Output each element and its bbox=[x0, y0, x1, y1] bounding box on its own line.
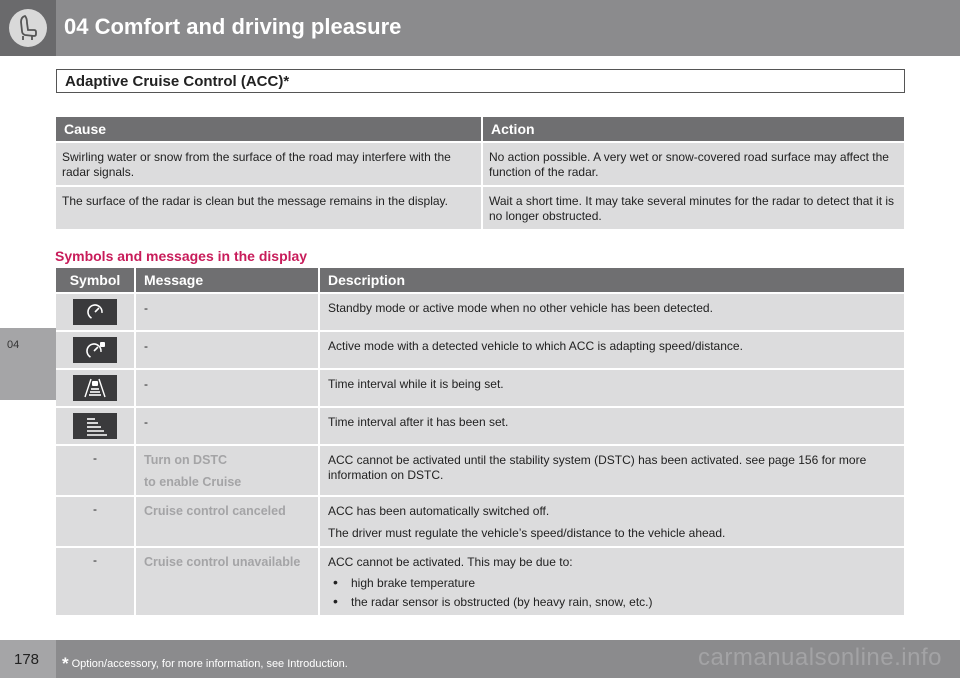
message-cell bbox=[136, 446, 318, 495]
action-cell: Wait a short time. It may take several minutes for the radar to detect that it is no longer obstructed. bbox=[483, 187, 904, 229]
description-cell: Standby mode or active mode when no other vehicle has been detected. bbox=[320, 294, 904, 330]
description-cell bbox=[320, 548, 904, 615]
symbols-messages-table bbox=[54, 266, 906, 617]
footnote-text: Option/accessory, for more information, see Introduction. bbox=[71, 658, 348, 670]
description-cell: Time interval after it has been set. bbox=[320, 408, 904, 444]
description-line2: The driver must regulate the vehicle’s speed/distance to the vehicle ahead. bbox=[328, 526, 726, 540]
watermark: carmanualsonline.info bbox=[698, 644, 942, 671]
message-cell: - bbox=[136, 332, 318, 368]
page-footer bbox=[0, 640, 960, 678]
symbol-cell: - bbox=[56, 446, 134, 495]
column-header-cause: Cause bbox=[56, 117, 481, 141]
symbol-cell bbox=[56, 408, 134, 444]
symbol-cell: - bbox=[56, 497, 134, 546]
column-header-symbol: Symbol bbox=[56, 268, 134, 292]
description-cell bbox=[320, 497, 904, 546]
display-message-line2: to enable Cruise bbox=[144, 475, 242, 489]
display-message-line1: Turn on DSTC bbox=[144, 453, 228, 467]
car-seat-icon bbox=[9, 9, 47, 47]
column-header-action: Action bbox=[483, 117, 904, 141]
table-row bbox=[56, 446, 904, 495]
description-text: ACC cannot be activated. This may be due to: bbox=[328, 555, 573, 569]
column-header-message: Message bbox=[136, 268, 318, 292]
message-cell: - bbox=[136, 294, 318, 330]
symbol-cell: - bbox=[56, 548, 134, 615]
symbols-heading: Symbols and messages in the display bbox=[55, 248, 308, 264]
side-bar bbox=[0, 56, 56, 640]
description-cell: ACC cannot be activated until the stability system (DSTC) has been activated. see page 156 for more information on DSTC. bbox=[320, 446, 904, 495]
chapter-title: 04 Comfort and driving pleasure bbox=[64, 14, 402, 39]
page-number-box bbox=[0, 640, 56, 678]
description-line1: ACC has been automatically switched off. bbox=[328, 504, 550, 518]
footnote-star: * bbox=[62, 654, 69, 673]
table-row bbox=[56, 187, 904, 229]
action-cell: No action possible. A very wet or snow-covered road surface may affect the function of the radar. bbox=[483, 143, 904, 185]
symbol-cell bbox=[56, 294, 134, 330]
table-row bbox=[56, 497, 904, 546]
table-header-row bbox=[56, 268, 904, 292]
symbol-cell bbox=[56, 370, 134, 406]
table-header-row bbox=[56, 117, 904, 141]
description-cell: Time interval while it is being set. bbox=[320, 370, 904, 406]
bullet-list bbox=[328, 576, 898, 610]
symbol-cell bbox=[56, 332, 134, 368]
list-item: • the radar sensor is obstructed (by heavy rain, snow, etc.) bbox=[328, 595, 898, 610]
chapter-tab bbox=[0, 328, 56, 400]
time-interval-setting-icon bbox=[73, 375, 117, 401]
cause-cell: The surface of the radar is clean but the message remains in the display. bbox=[56, 187, 481, 229]
message-cell: Cruise control unavailable bbox=[136, 548, 318, 615]
cause-cell: Swirling water or snow from the surface of the road may interfere with the radar signals. bbox=[56, 143, 481, 185]
table-row bbox=[56, 143, 904, 185]
table-row bbox=[56, 294, 904, 330]
time-interval-set-icon bbox=[73, 413, 117, 439]
table-row bbox=[56, 548, 904, 615]
table-row bbox=[56, 370, 904, 406]
message-cell: - bbox=[136, 408, 318, 444]
chapter-tab-label: 04 bbox=[7, 339, 20, 351]
table-row bbox=[56, 408, 904, 444]
list-item: • high brake temperature bbox=[328, 576, 898, 591]
footnote bbox=[62, 652, 348, 672]
column-header-description: Description bbox=[320, 268, 904, 292]
chapter-icon-box bbox=[0, 0, 56, 56]
speedometer-icon bbox=[73, 299, 117, 325]
section-title-box bbox=[56, 69, 905, 93]
page-number: 178 bbox=[14, 651, 40, 668]
message-cell: Cruise control canceled bbox=[136, 497, 318, 546]
table-row bbox=[56, 332, 904, 368]
section-title: Adaptive Cruise Control (ACC)* bbox=[65, 73, 290, 90]
page-header bbox=[0, 0, 960, 56]
message-cell: - bbox=[136, 370, 318, 406]
cause-action-table bbox=[54, 115, 906, 231]
description-cell: Active mode with a detected vehicle to which ACC is adapting speed/distance. bbox=[320, 332, 904, 368]
speedometer-car-icon bbox=[73, 337, 117, 363]
